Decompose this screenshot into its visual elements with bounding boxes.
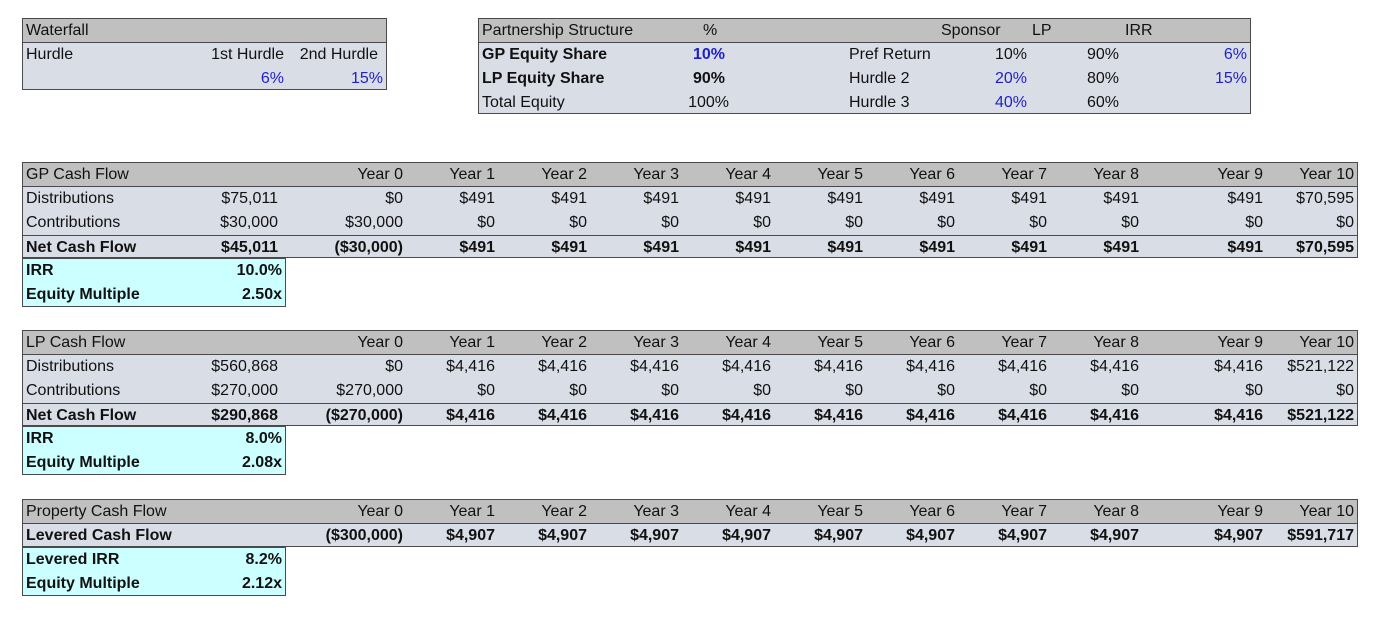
year-cell[interactable]: $0 — [753, 214, 771, 231]
year-cell[interactable]: $4,416 — [722, 407, 771, 424]
year-cell[interactable]: $0 — [661, 214, 679, 231]
tier-label[interactable]: Hurdle 3 — [849, 94, 910, 111]
year-cell[interactable]: $491 — [1227, 190, 1263, 207]
year-cell[interactable]: $491 — [1103, 239, 1139, 256]
year-cell[interactable]: $70,595 — [1296, 190, 1354, 207]
year-header[interactable]: Year 1 — [449, 503, 495, 520]
year-cell[interactable]: $521,122 — [1287, 358, 1354, 375]
year-cell[interactable]: $0 — [937, 382, 955, 399]
year-cell[interactable]: $30,000 — [345, 214, 403, 231]
row-total[interactable]: $290,868 — [211, 407, 278, 424]
total-equity-row — [479, 91, 1250, 115]
year-cell[interactable]: $4,907 — [1214, 527, 1263, 544]
year-cell[interactable]: $491 — [551, 239, 587, 256]
tier-lp[interactable]: 60% — [1086, 94, 1119, 111]
first-hurdle-value[interactable]: 6% — [260, 70, 284, 87]
year-header[interactable]: Year 3 — [633, 166, 679, 183]
row-total[interactable]: $560,868 — [211, 358, 278, 375]
year-cell[interactable]: $0 — [845, 214, 863, 231]
hurdle-label[interactable]: Hurdle — [26, 46, 74, 63]
row-label[interactable]: Distributions — [26, 190, 115, 207]
year-header[interactable]: Year 9 — [1217, 166, 1263, 183]
waterfall-table — [22, 18, 387, 90]
year-header[interactable]: Year 3 — [633, 334, 679, 351]
year-cell[interactable]: $4,907 — [998, 527, 1047, 544]
year-cell[interactable]: $491 — [1227, 239, 1263, 256]
gp-distributions-row — [23, 187, 1357, 211]
pct-header[interactable]: % — [703, 22, 718, 39]
tier-label[interactable]: Hurdle 2 — [849, 70, 910, 87]
year-cell[interactable]: $0 — [385, 358, 403, 375]
property-title[interactable]: Property Cash Flow — [26, 503, 167, 520]
year-header[interactable]: Year 2 — [541, 166, 587, 183]
year-header[interactable]: Year 5 — [817, 503, 863, 520]
year-header[interactable]: Year 1 — [449, 166, 495, 183]
year-cell[interactable]: $4,416 — [906, 407, 955, 424]
year-header[interactable]: Year 1 — [449, 334, 495, 351]
year-cell[interactable]: $491 — [643, 239, 679, 256]
irr-label[interactable]: IRR — [26, 262, 54, 279]
gp-irr-row — [23, 259, 285, 283]
year-header[interactable]: Year 7 — [1001, 503, 1047, 520]
gp-share-value[interactable]: 10% — [692, 46, 725, 63]
irr-header[interactable]: IRR — [1125, 22, 1153, 39]
year-header[interactable]: Year 6 — [909, 166, 955, 183]
year-cell[interactable]: $0 — [1029, 214, 1047, 231]
row-total[interactable]: $270,000 — [211, 382, 278, 399]
lp-share-label[interactable]: LP Equity Share — [482, 70, 605, 87]
year-header[interactable]: Year 0 — [357, 503, 403, 520]
year-cell[interactable]: $4,907 — [1090, 527, 1139, 544]
property-metrics-box — [22, 547, 286, 596]
irr-value[interactable]: 10.0% — [236, 262, 282, 279]
gp-header-row — [23, 163, 1357, 187]
year-header[interactable]: Year 2 — [541, 334, 587, 351]
year-header[interactable]: Year 7 — [1001, 334, 1047, 351]
lp-header[interactable]: LP — [1032, 22, 1052, 39]
year-header[interactable]: Year 0 — [357, 166, 403, 183]
year-cell[interactable]: $4,907 — [630, 527, 679, 544]
year-header[interactable]: Year 9 — [1217, 334, 1263, 351]
first-hurdle-label[interactable]: 1st Hurdle — [211, 46, 284, 63]
year-header[interactable]: Year 3 — [633, 503, 679, 520]
row-total[interactable]: $45,011 — [221, 239, 278, 256]
year-cell[interactable]: $0 — [569, 382, 587, 399]
year-header[interactable]: Year 0 — [357, 334, 403, 351]
tier-irr[interactable]: 6% — [1223, 46, 1247, 63]
year-cell[interactable]: $0 — [845, 382, 863, 399]
year-cell[interactable]: $0 — [477, 214, 495, 231]
year-cell[interactable]: $0 — [661, 382, 679, 399]
lp-share-row — [479, 67, 1250, 91]
gp-title[interactable]: GP Cash Flow — [26, 166, 129, 183]
year-cell[interactable]: $0 — [1245, 214, 1263, 231]
irr-label[interactable]: IRR — [26, 430, 54, 447]
year-cell[interactable]: $0 — [569, 214, 587, 231]
year-cell[interactable]: $4,416 — [998, 407, 1047, 424]
lp-cash-flow-table — [22, 330, 1358, 426]
row-label[interactable]: Net Cash Flow — [26, 407, 137, 424]
gp-share-row — [479, 43, 1250, 67]
partnership-structure-table — [478, 18, 1251, 114]
year-header[interactable]: Year 8 — [1093, 503, 1139, 520]
year-header[interactable]: Year 7 — [1001, 166, 1047, 183]
tier-sponsor[interactable]: 40% — [994, 94, 1027, 111]
year-cell[interactable]: $491 — [735, 239, 771, 256]
tier-label[interactable]: Pref Return — [849, 46, 931, 63]
year-cell[interactable]: $4,416 — [538, 358, 587, 375]
gp-share-label[interactable]: GP Equity Share — [482, 46, 608, 63]
year-cell[interactable]: $491 — [1011, 239, 1047, 256]
tier-sponsor[interactable]: 20% — [994, 70, 1027, 87]
year-cell[interactable]: $491 — [459, 239, 495, 256]
waterfall-title[interactable]: Waterfall — [26, 22, 89, 39]
gp-equity-multiple-row — [23, 283, 285, 307]
row-label[interactable]: Levered Cash Flow — [26, 527, 172, 544]
gp-contributions-row — [23, 211, 1357, 235]
lp-share-value[interactable]: 90% — [692, 70, 725, 87]
year-cell[interactable]: $4,416 — [998, 358, 1047, 375]
year-header[interactable]: Year 4 — [725, 503, 771, 520]
year-header[interactable]: Year 8 — [1093, 334, 1139, 351]
year-header[interactable]: Year 10 — [1299, 166, 1354, 183]
year-cell[interactable]: ($30,000) — [334, 239, 403, 256]
waterfall-header-row — [23, 19, 386, 43]
year-cell[interactable]: $4,416 — [814, 407, 863, 424]
year-header[interactable]: Year 9 — [1217, 503, 1263, 520]
second-hurdle-value[interactable]: 15% — [350, 70, 383, 87]
row-label[interactable]: Contributions — [26, 382, 121, 399]
year-cell[interactable]: $270,000 — [336, 382, 403, 399]
tier-lp[interactable]: 80% — [1086, 70, 1119, 87]
year-cell[interactable]: $491 — [551, 190, 587, 207]
row-label[interactable]: Distributions — [26, 358, 115, 375]
waterfall-values-row — [23, 67, 386, 91]
year-cell[interactable]: $491 — [919, 239, 955, 256]
year-cell[interactable]: $4,416 — [814, 358, 863, 375]
year-cell[interactable]: $491 — [1011, 190, 1047, 207]
sponsor-header[interactable]: Sponsor — [941, 22, 1001, 39]
year-cell[interactable]: $521,122 — [1287, 407, 1354, 424]
row-label[interactable]: Contributions — [26, 214, 121, 231]
year-cell[interactable]: $0 — [477, 382, 495, 399]
tier-lp[interactable]: 90% — [1086, 46, 1119, 63]
year-cell[interactable]: $491 — [1103, 190, 1139, 207]
row-total[interactable]: $75,011 — [221, 190, 278, 207]
irr-label[interactable]: Levered IRR — [26, 551, 120, 568]
year-cell[interactable]: $4,907 — [446, 527, 495, 544]
irr-value[interactable]: 8.2% — [245, 551, 282, 568]
equity-multiple-value[interactable]: 2.50x — [241, 286, 282, 303]
year-cell[interactable]: $4,416 — [630, 407, 679, 424]
year-header[interactable]: Year 4 — [725, 334, 771, 351]
levered-irr-row — [23, 548, 285, 572]
year-cell[interactable]: $0 — [1336, 214, 1354, 231]
year-header[interactable]: Year 10 — [1299, 334, 1354, 351]
year-cell[interactable]: ($300,000) — [325, 527, 403, 544]
property-cash-flow-table — [22, 499, 1358, 547]
year-cell[interactable]: $491 — [735, 190, 771, 207]
gp-metrics-box — [22, 258, 286, 307]
irr-value[interactable]: 8.0% — [245, 430, 282, 447]
year-header[interactable]: Year 6 — [909, 334, 955, 351]
year-header[interactable]: Year 2 — [541, 503, 587, 520]
waterfall-hurdle-row — [23, 43, 386, 67]
equity-multiple-value[interactable]: 2.08x — [241, 454, 282, 471]
year-cell[interactable]: $4,416 — [1090, 407, 1139, 424]
year-cell[interactable]: $491 — [827, 190, 863, 207]
year-cell[interactable]: $70,595 — [1296, 239, 1354, 256]
row-total[interactable]: $30,000 — [220, 214, 278, 231]
year-cell[interactable]: $591,717 — [1287, 527, 1354, 544]
year-cell[interactable]: $491 — [919, 190, 955, 207]
lp-irr-row — [23, 427, 285, 451]
partnership-header-row — [479, 19, 1250, 43]
year-header[interactable]: Year 6 — [909, 503, 955, 520]
total-equity-value[interactable]: 100% — [688, 94, 729, 111]
year-cell[interactable]: $4,416 — [1214, 407, 1263, 424]
partnership-title[interactable]: Partnership Structure — [482, 22, 634, 39]
year-cell[interactable]: $4,907 — [722, 527, 771, 544]
lp-metrics-box — [22, 426, 286, 475]
year-cell[interactable]: $0 — [1029, 382, 1047, 399]
year-cell[interactable]: $4,416 — [722, 358, 771, 375]
year-cell[interactable]: $0 — [1245, 382, 1263, 399]
year-cell[interactable]: $4,416 — [1214, 358, 1263, 375]
year-cell[interactable]: $4,907 — [538, 527, 587, 544]
year-cell[interactable]: $4,907 — [814, 527, 863, 544]
year-cell[interactable]: $0 — [753, 382, 771, 399]
lp-distributions-row — [23, 355, 1357, 379]
year-cell[interactable]: ($270,000) — [325, 407, 403, 424]
year-header[interactable]: Year 4 — [725, 166, 771, 183]
year-cell[interactable]: $491 — [827, 239, 863, 256]
year-cell[interactable]: $4,907 — [906, 527, 955, 544]
year-cell[interactable]: $4,416 — [1090, 358, 1139, 375]
year-cell[interactable]: $0 — [937, 214, 955, 231]
year-cell[interactable]: $4,416 — [446, 358, 495, 375]
year-cell[interactable]: $491 — [459, 190, 495, 207]
gp-cash-flow-table — [22, 162, 1358, 258]
year-cell[interactable]: $0 — [1121, 382, 1139, 399]
lp-net-cash-flow-row — [23, 403, 1357, 427]
year-header[interactable]: Year 5 — [817, 334, 863, 351]
equity-multiple-label[interactable]: Equity Multiple — [26, 575, 140, 592]
lp-contributions-row — [23, 379, 1357, 403]
year-cell[interactable]: $491 — [643, 190, 679, 207]
year-cell[interactable]: $4,416 — [446, 407, 495, 424]
second-hurdle-label[interactable]: 2nd Hurdle — [299, 46, 378, 63]
year-header[interactable]: Year 5 — [817, 166, 863, 183]
total-equity-label[interactable]: Total Equity — [482, 94, 565, 111]
tier-irr[interactable]: 15% — [1214, 70, 1247, 87]
tier-sponsor[interactable]: 10% — [994, 46, 1027, 63]
year-header[interactable]: Year 8 — [1093, 166, 1139, 183]
row-label[interactable]: Net Cash Flow — [26, 239, 137, 256]
equity-multiple-label[interactable]: Equity Multiple — [26, 286, 140, 303]
year-cell[interactable]: $0 — [385, 190, 403, 207]
levered-cash-flow-row — [23, 524, 1357, 548]
equity-multiple-label[interactable]: Equity Multiple — [26, 454, 140, 471]
year-cell[interactable]: $4,416 — [906, 358, 955, 375]
year-cell[interactable]: $0 — [1336, 382, 1354, 399]
lp-title[interactable]: LP Cash Flow — [26, 334, 126, 351]
gp-net-cash-flow-row — [23, 235, 1357, 259]
year-cell[interactable]: $0 — [1121, 214, 1139, 231]
property-header-row — [23, 500, 1357, 524]
equity-multiple-value[interactable]: 2.12x — [241, 575, 282, 592]
year-header[interactable]: Year 10 — [1299, 503, 1354, 520]
lp-header-row — [23, 331, 1357, 355]
lp-equity-multiple-row — [23, 451, 285, 475]
year-cell[interactable]: $4,416 — [538, 407, 587, 424]
property-equity-multiple-row — [23, 572, 285, 596]
year-cell[interactable]: $4,416 — [630, 358, 679, 375]
